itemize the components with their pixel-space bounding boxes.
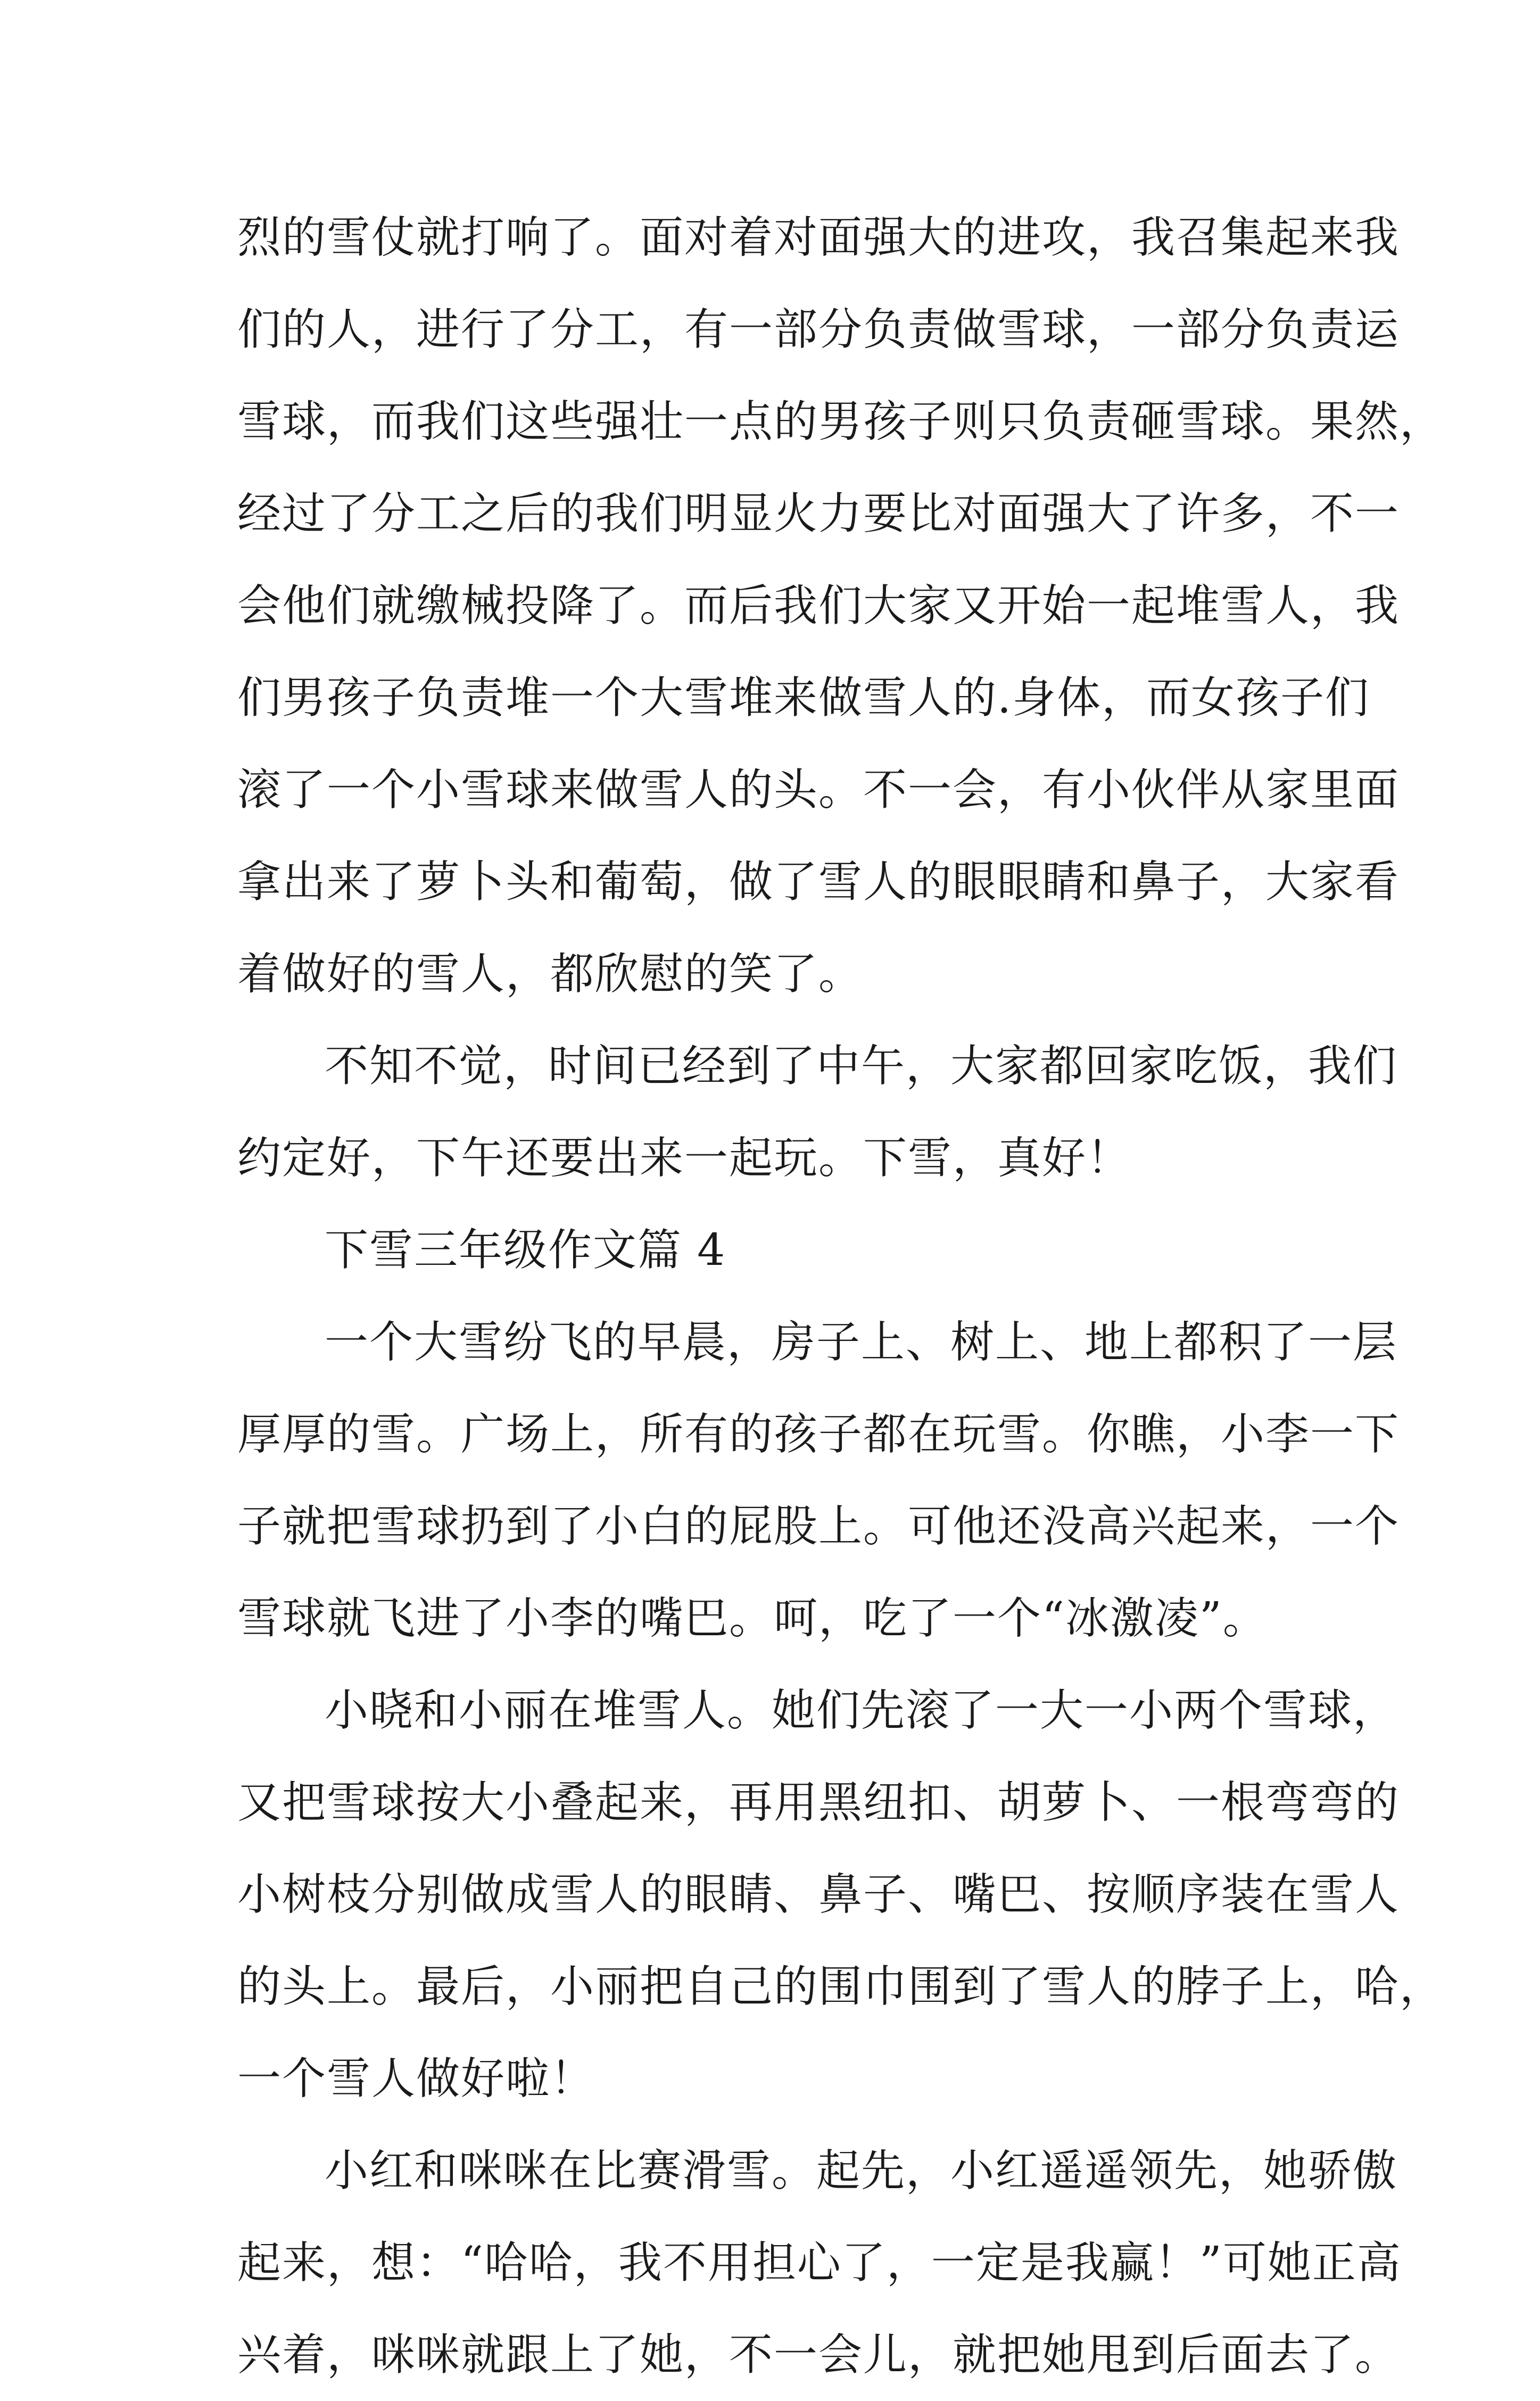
- text-line: 雪球，而我们这些强壮一点的男孩子则只负责砸雪球。果然，: [237, 396, 1445, 447]
- text-line: 的头上。最后，小丽把自己的围巾围到了雪人的脖子上，哈，: [237, 1961, 1445, 2012]
- text-line: 雪球就飞进了小李的嘴巴。呵，吃了一个“冰激凌”。: [237, 1593, 1268, 1644]
- text-line: 会他们就缴械投降了。而后我们大家又开始一起堆雪人，我: [237, 581, 1400, 631]
- text-line: 们男孩子负责堆一个大雪堆来做雪人的.身体，而女孩子们: [237, 673, 1370, 723]
- text-line: 起来，想：“哈哈，我不用担心了，一定是我赢！”可她正高: [237, 2238, 1402, 2288]
- text-line: 着做好的雪人，都欣慰的笑了。: [237, 949, 864, 999]
- text-line: 小晓和小丽在堆雪人。她们先滚了一大一小两个雪球，: [325, 1685, 1398, 1736]
- text-line: 一个大雪纷飞的早晨，房子上、树上、地上都积了一层: [325, 1317, 1398, 1368]
- text-line: 小树枝分别做成雪人的眼睛、鼻子、嘴巴、按顺序装在雪人: [237, 1869, 1400, 1920]
- text-line: 又把雪球按大小叠起来，再用黑纽扣、胡萝卜、一根弯弯的: [237, 1777, 1400, 1828]
- text-line: 约定好，下午还要出来一起玩。下雪，真好！: [237, 1133, 1132, 1183]
- text-line: 拿出来了萝卜头和葡萄，做了雪人的眼眼睛和鼻子，大家看: [237, 857, 1400, 907]
- text-line: 不知不觉，时间已经到了中午，大家都回家吃饭，我们: [325, 1041, 1398, 1091]
- text-line: 子就把雪球扔到了小白的屁股上。可他还没高兴起来，一个: [237, 1501, 1400, 1552]
- text-line: 滚了一个小雪球来做雪人的头。不一会，有小伙伴从家里面: [237, 765, 1400, 815]
- body-text: [237, 192, 1445, 2401]
- text-line: 厚厚的雪。广场上，所有的孩子都在玩雪。你瞧，小李一下: [237, 1409, 1400, 1460]
- text-line: 经过了分工之后的我们明显火力要比对面强大了许多，不一: [237, 489, 1400, 539]
- section-heading: 下雪三年级作文篇 4: [325, 1225, 726, 1276]
- text-line: 烈的雪仗就打响了。面对着对面强大的进攻，我召集起来我: [237, 212, 1400, 263]
- text-line: 一个雪人做好啦！: [237, 2054, 595, 2104]
- text-line: 小红和咪咪在比赛滑雪。起先，小红遥遥领先，她骄傲: [325, 2146, 1398, 2196]
- text-line: 兴着，咪咪就跟上了她，不一会儿，就把她甩到后面去了。: [237, 2330, 1400, 2380]
- text-line: 们的人，进行了分工，有一部分负责做雪球，一部分负责运: [237, 304, 1400, 355]
